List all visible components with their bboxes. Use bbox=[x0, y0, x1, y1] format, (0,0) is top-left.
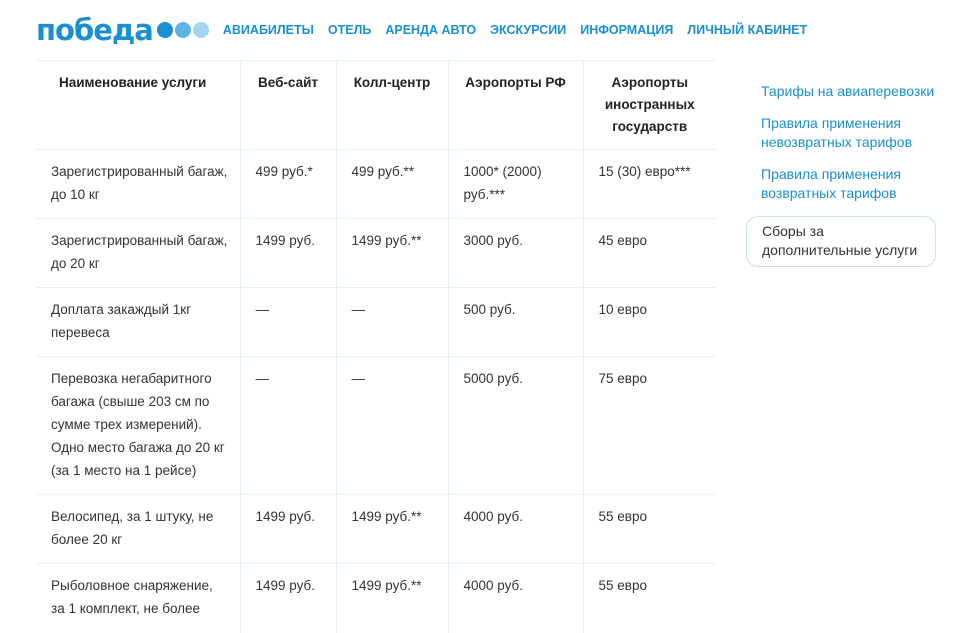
nav-account[interactable]: ЛИЧНЫЙ КАБИНЕТ bbox=[687, 23, 808, 37]
price-website-cell: 1499 руб. bbox=[240, 219, 336, 288]
logo-dot bbox=[193, 22, 209, 38]
table-row bbox=[36, 564, 716, 633]
main-nav bbox=[223, 23, 821, 37]
service-name-cell: Зарегистрированный багаж, до 20 кг bbox=[36, 219, 240, 288]
table-row bbox=[36, 288, 716, 357]
price-call-center-cell: — bbox=[336, 357, 448, 495]
price-russian-airports-cell: 4000 руб. bbox=[448, 564, 583, 633]
service-name-cell: Зарегистрированный багаж, до 10 кг bbox=[36, 150, 240, 219]
price-call-center-cell: 1499 руб.** bbox=[336, 219, 448, 288]
nav-car-rental[interactable]: АРЕНДА АВТО bbox=[385, 23, 477, 37]
price-russian-airports-cell: 4000 руб. bbox=[448, 495, 583, 564]
table-row bbox=[36, 219, 716, 288]
price-call-center-cell: 499 руб.** bbox=[336, 150, 448, 219]
header-russian-airports: Аэропорты РФ bbox=[448, 61, 583, 150]
logo-dot bbox=[157, 22, 173, 38]
price-foreign-airports-cell: 55 евро bbox=[583, 564, 716, 633]
price-foreign-airports-cell: 15 (30) евро*** bbox=[583, 150, 716, 219]
nav-flights[interactable]: АВИАБИЛЕТЫ bbox=[222, 23, 314, 37]
sidebar-item-additional-fees[interactable]: Сборы за дополнительные услуги bbox=[746, 216, 936, 267]
price-call-center-cell: 1499 руб.** bbox=[336, 495, 448, 564]
table-header-row bbox=[36, 61, 716, 150]
price-website-cell: — bbox=[240, 288, 336, 357]
price-website-cell: — bbox=[240, 357, 336, 495]
price-website-cell: 1499 руб. bbox=[240, 495, 336, 564]
price-russian-airports-cell: 3000 руб. bbox=[448, 219, 583, 288]
price-website-cell: 499 руб.* bbox=[240, 150, 336, 219]
price-foreign-airports-cell: 55 евро bbox=[583, 495, 716, 564]
nav-hotel[interactable]: ОТЕЛЬ bbox=[327, 23, 372, 37]
logo-dots-icon bbox=[157, 22, 211, 38]
service-name-cell: Велосипед, за 1 штуку, не более 20 кг bbox=[36, 495, 240, 564]
service-name-cell: Перевозка негабаритного багажа (свыше 203 см по сумме трех измерений). Одно место багажа до 20 кг (за 1 место на 1 рейсе) bbox=[36, 357, 240, 495]
logo-text: победа bbox=[36, 12, 153, 47]
nav-information[interactable]: ИНФОРМАЦИЯ bbox=[580, 23, 674, 37]
price-foreign-airports-cell: 10 евро bbox=[583, 288, 716, 357]
price-website-cell: 1499 руб. bbox=[240, 564, 336, 633]
sidebar-link-nonrefundable-rules[interactable]: Правила применения невозвратных тарифов bbox=[761, 115, 913, 150]
price-russian-airports-cell: 5000 руб. bbox=[448, 357, 583, 495]
sidebar-nav bbox=[746, 82, 936, 267]
service-name-cell: Рыболовное снаряжение, за 1 комплект, не более bbox=[36, 564, 240, 633]
price-foreign-airports-cell: 75 евро bbox=[583, 357, 716, 495]
price-russian-airports-cell: 500 руб. bbox=[448, 288, 583, 357]
logo-dot bbox=[175, 22, 191, 38]
header-website: Веб-сайт bbox=[240, 61, 336, 150]
header-foreign-airports: Аэропорты иностранных государств bbox=[583, 61, 716, 150]
price-call-center-cell: 1499 руб.** bbox=[336, 564, 448, 633]
nav-excursions[interactable]: ЭКСКУРСИИ bbox=[490, 23, 567, 37]
sidebar-link-refundable-rules[interactable]: Правила применения возвратных тарифов bbox=[761, 166, 901, 201]
price-foreign-airports-cell: 45 евро bbox=[583, 219, 716, 288]
price-call-center-cell: — bbox=[336, 288, 448, 357]
price-russian-airports-cell: 1000* (2000) руб.*** bbox=[448, 150, 583, 219]
header-service-name: Наименование услуги bbox=[36, 61, 240, 150]
header bbox=[36, 14, 821, 46]
table-row bbox=[36, 150, 716, 219]
table-row bbox=[36, 495, 716, 564]
pobeda-logo[interactable] bbox=[36, 12, 211, 47]
service-name-cell: Доплата закаждый 1кг перевеса bbox=[36, 288, 240, 357]
table-row bbox=[36, 357, 716, 495]
header-call-center: Колл-центр bbox=[336, 61, 448, 150]
services-fee-table bbox=[36, 60, 716, 633]
sidebar-link-tariffs[interactable]: Тарифы на авиаперевозки bbox=[761, 83, 935, 99]
